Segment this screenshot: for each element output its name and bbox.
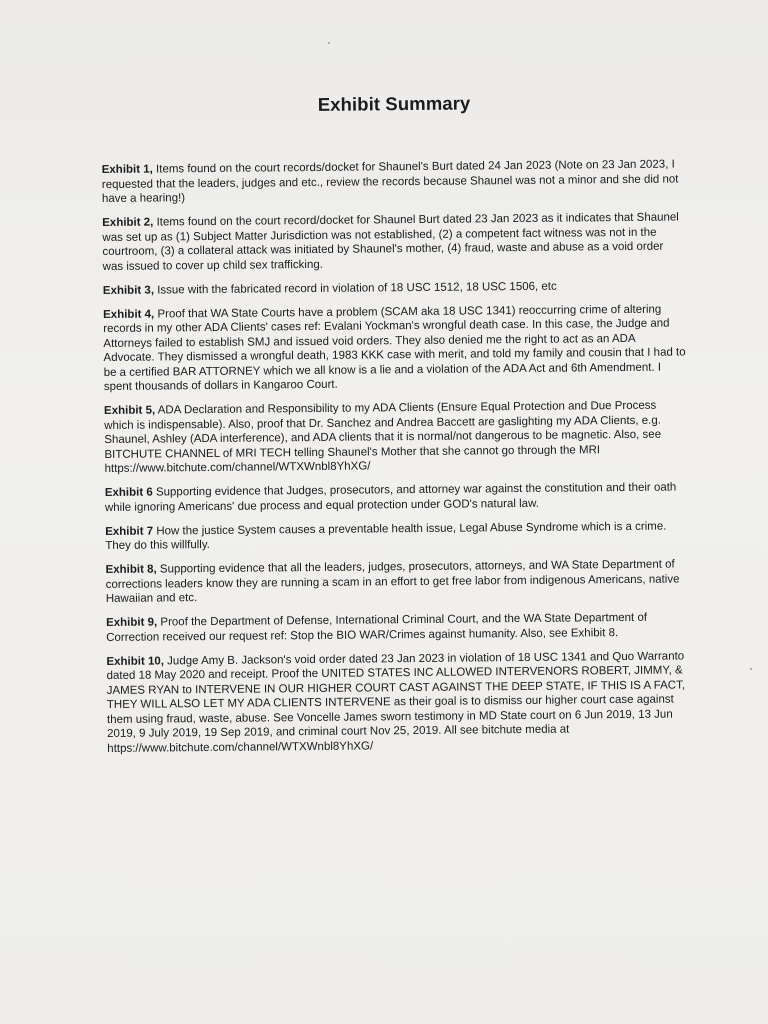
exhibit-label: Exhibit 6: [104, 486, 153, 499]
exhibit-text: ADA Declaration and Responsibility to my ADA Clients (Ensure Equal Protection and Due Process which is indispensable). Also, proof that Dr. Sanchez and Andrea Baccett are gaslighting my ADA Clients, e.g. Shaunel, Ashley (ADA interference), and ADA clients that it is normal/not dangerous to be magnetic. Also, see BITCHUTE CHANNEL of MRI TECH telling Shaunel's Mother that she cannot go through the MRI https://www.bitchute.com/channel/WTXWnbl8YhXG/: [104, 399, 662, 475]
exhibit-label: Exhibit 9,: [106, 616, 158, 629]
exhibit-label: Exhibit 4,: [103, 307, 155, 321]
page-title: Exhibit Summary: [317, 92, 471, 115]
exhibit-1: [102, 157, 686, 206]
exhibit-3: [103, 278, 687, 298]
exhibit-text: Items found on the court records/docket for Shaunel's Burt dated 24 Jan 2023 (Note on 23 Jan 2023, I requested that the leaders, judges and etc., review the records because Shaunel was not a minor and she did not have a hearing!): [101, 158, 679, 205]
exhibit-2: [102, 210, 687, 274]
exhibit-text: Judge Amy B. Jackson's void order dated 23 Jan 2023 in violation of 18 USC 1341 and Quo Warranto dated 18 May 2020 and receipt. Proof the UNITED STATES INC ALLOWED INTERVENORS ROBERT, JIMMY, & JAMES RYAN to INTERVENE IN OUR HIGHER COURT CAST AGAINST THE DEEP STATE, IF THIS IS A FACT, THEY WILL ALSO LET MY ADA CLIENTS INTERVENE as their goal is to dismiss our higher court case against them using fraud, waste, abuse. See Voncelle James sworn testimony in MD State court on 6 Jun 2019, 13 Jun 2019, 9 July 2019, 19 Sep 2019, and criminal court Nov 25, 2019. All see bitchute media at https://www.bitchute.com/channel/WTXWnbl8YhXG/: [106, 649, 686, 755]
exhibit-label: Exhibit 8,: [105, 563, 157, 576]
exhibit-9: [106, 610, 690, 645]
exhibit-text: Supporting evidence that Judges, prosecutors, and attorney war against the constitution and their oath while ignoring Americans' due process and equal protection under GOD's natural law.: [104, 481, 677, 514]
exhibit-4: [103, 302, 688, 395]
exhibit-label: Exhibit 3,: [102, 284, 155, 297]
exhibit-8: [105, 557, 689, 606]
scan-speck: [328, 42, 330, 44]
exhibit-text: Proof that WA State Courts have a problem (SCAM aka 18 USC 1341) reoccurring crime of altering records in my other ADA Clients' cases ref: Evalani Yockman's wrongful death case. In this case, the Judge and Attorneys failed to establish SMJ and issued void orders. They also denied me the right to act as an ADA Advocate. They dismissed a wrongful death, 1983 KKK case with merit, and told my family and cousin that I had to be a certified BAR ATTORNEY which we all know is a lie and a violation of the ADA Act and 6th Amendment. I spent thousands of dollars in Kangaroo Court.: [103, 303, 686, 393]
exhibit-6: [105, 480, 689, 515]
exhibit-label: Exhibit 7: [105, 525, 154, 538]
document-body: [101, 90, 691, 765]
exhibit-5: [104, 398, 689, 476]
exhibit-text: Issue with the fabricated record in violation of 18 USC 1512, 18 USC 1506, etc: [153, 280, 557, 296]
scan-speck: [750, 668, 752, 670]
exhibit-label: Exhibit 1,: [101, 163, 153, 176]
exhibit-10: [106, 649, 691, 756]
exhibit-label: Exhibit 2,: [102, 216, 154, 229]
exhibit-text: How the justice System causes a preventable health issue, Legal Abuse Syndrome which is a crime. They do this willfully.: [105, 520, 667, 552]
exhibit-text: Items found on the court record/docket for Shaunel Burt dated 23 Jan 2023 as it indicates that Shaunel was set up as (1) Subject Matter Jurisdiction was not established, (2) a competent fact witness was not in the courtroom, (3) a collateral attack was initiated by Shaunel's mother, (4) fraud, waste and abuse as a void order was issued to cover up child sex trafficking.: [102, 211, 679, 273]
exhibit-7: [105, 519, 689, 554]
exhibit-text: Supporting evidence that all the leaders, judges, prosecutors, attorneys, and WA State Department of corrections leaders know they are running a scam in an effort to get free labor from indigenous Americans, native Hawaiian and etc.: [105, 558, 680, 605]
exhibit-label: Exhibit 10,: [106, 654, 165, 668]
exhibit-label: Exhibit 5,: [103, 404, 156, 417]
exhibit-text: Proof the Department of Defense, International Criminal Court, and the WA State Department of Correction received our request ref: Stop the BIO WAR/Crimes against humanity. Also, see Exhibit 8.: [106, 611, 648, 644]
